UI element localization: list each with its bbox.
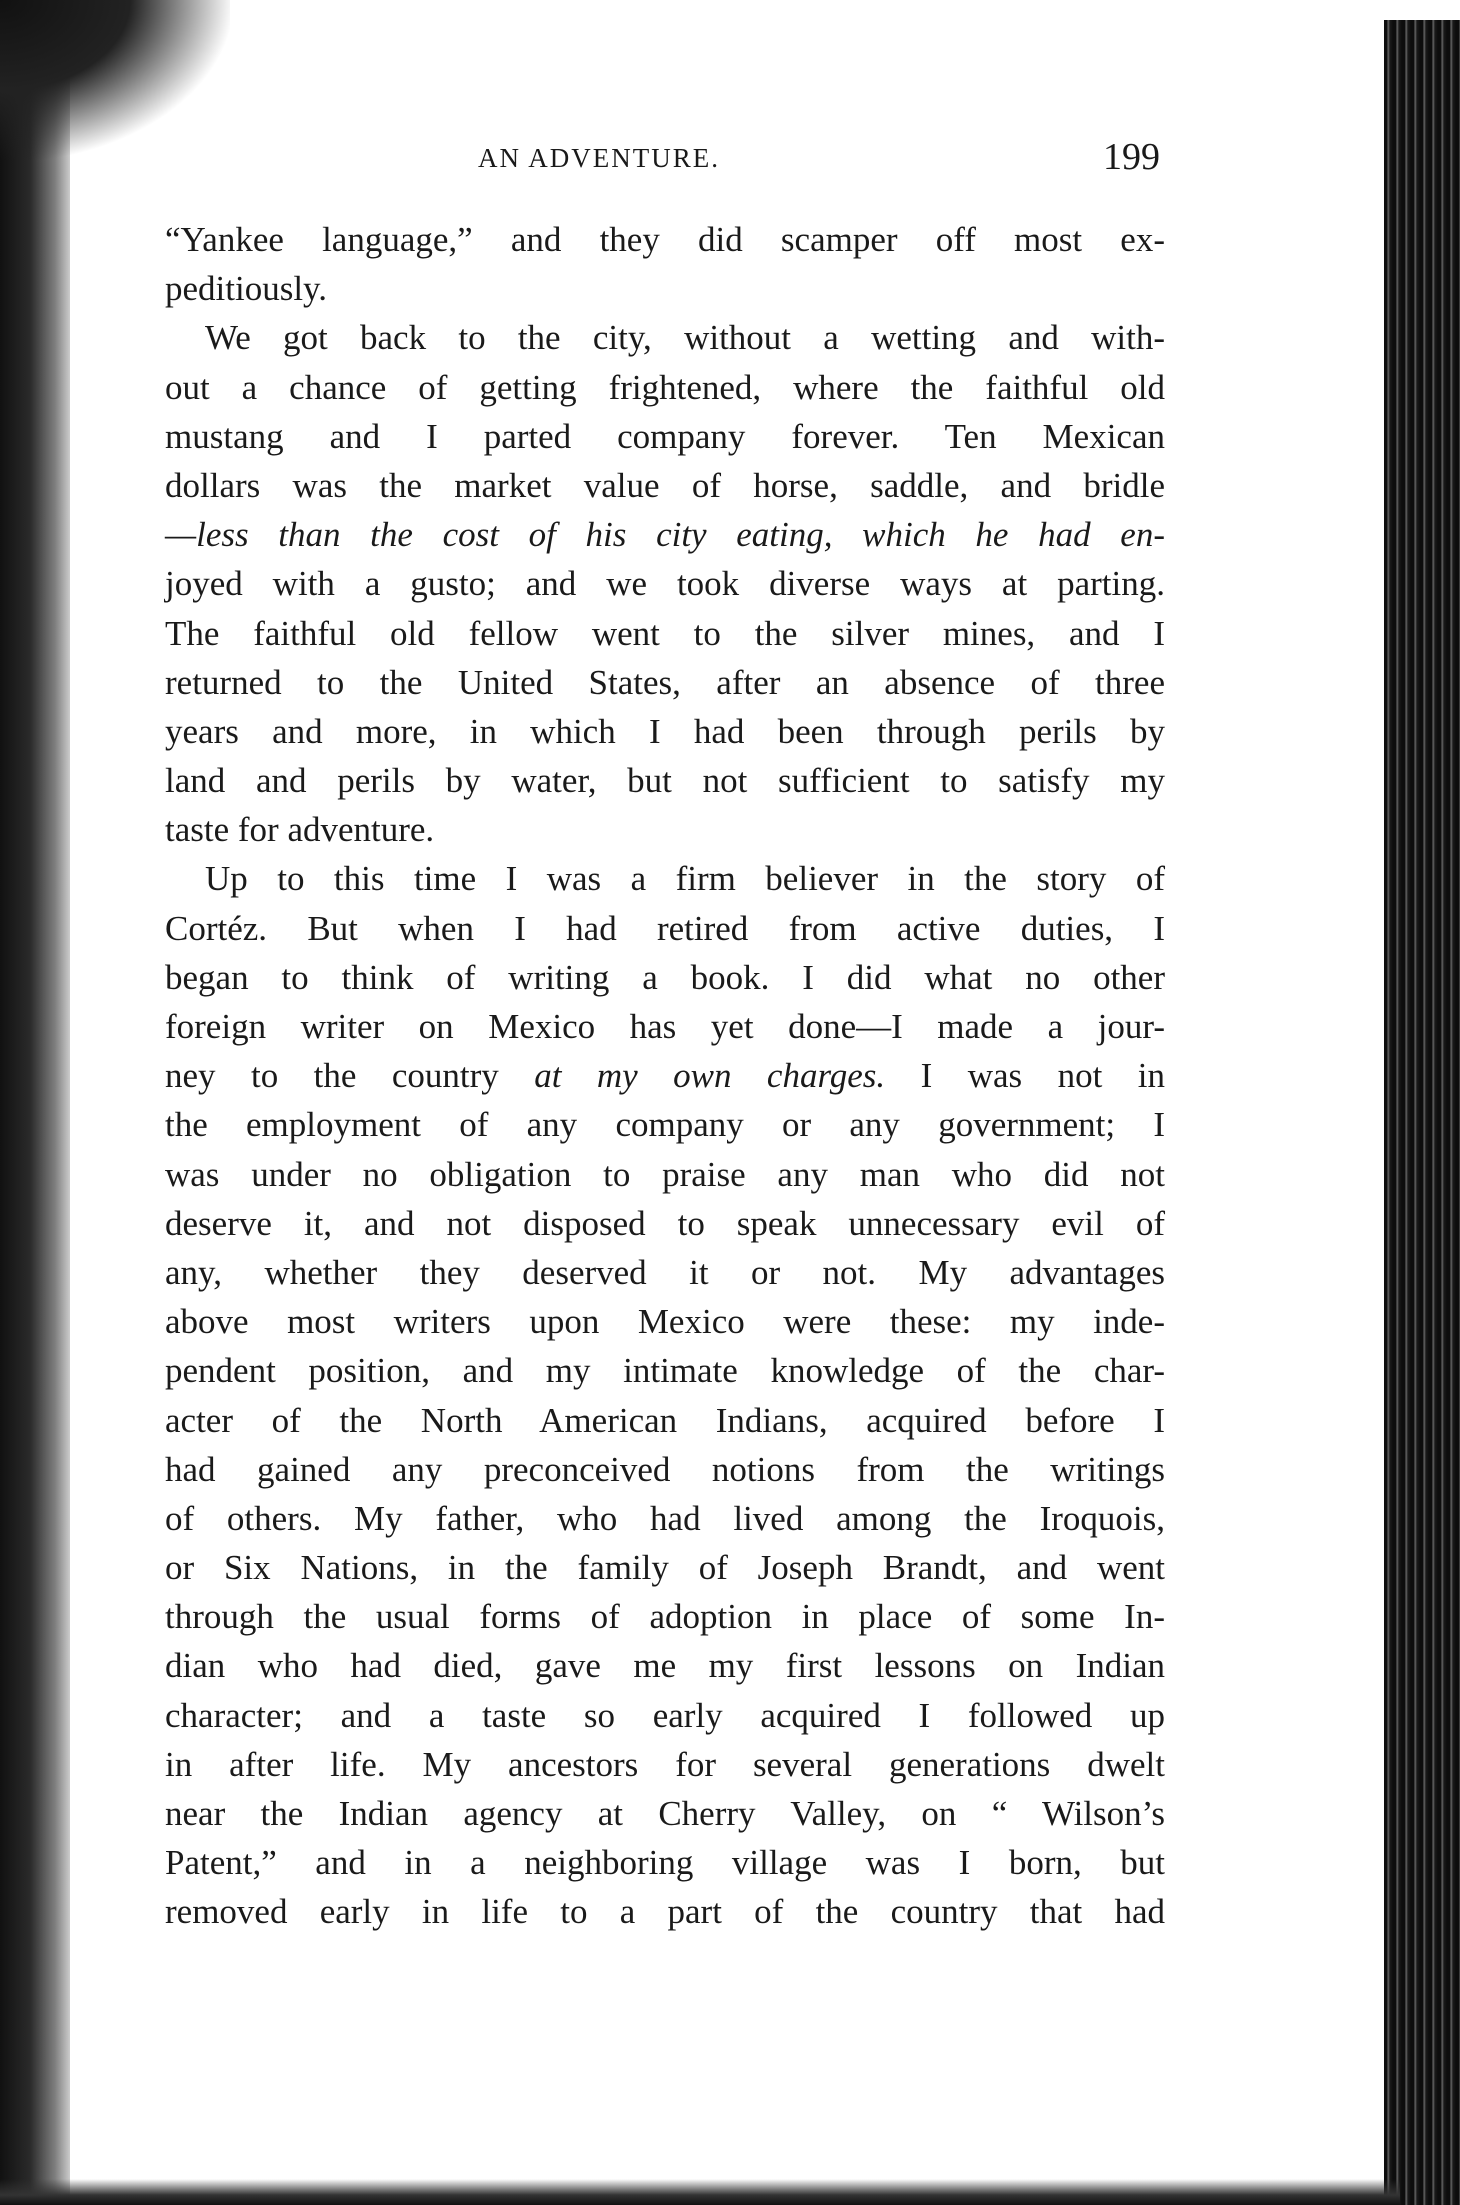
text-line: pendent position, and my intimate knowledge of the char-	[165, 1351, 1165, 1391]
page-number: 199	[1103, 136, 1160, 178]
text-line: any, whether they deserved it or not. My advantages	[165, 1252, 1165, 1292]
body-text	[165, 215, 1165, 1937]
text-line: Cortéz. But when I had retired from active duties, I	[165, 908, 1165, 948]
text-line: out a chance of getting frightened, where the faithful old	[165, 367, 1165, 407]
text-line: foreign writer on Mexico has yet done—I made a jour-	[165, 1007, 1165, 1046]
text-line: acter of the North American Indians, acquired before I	[165, 1400, 1165, 1440]
text-line: began to think of writing a book. I did what no other	[165, 957, 1165, 997]
text-line: —less than the cost of his city eating, which he had en-	[165, 515, 1165, 555]
text-line: had gained any preconceived notions from the writings	[165, 1449, 1165, 1489]
text-segment: ney to the country	[165, 1056, 535, 1096]
text-line: returned to the United States, after an absence of three	[165, 662, 1165, 702]
text-line: above most writers upon Mexico were these: my inde-	[165, 1302, 1165, 1342]
text-line: deserve it, and not disposed to speak unnecessary evil of	[165, 1203, 1165, 1243]
text-line: was under no obligation to praise any man who did not	[165, 1154, 1165, 1194]
text-line: The faithful old fellow went to the silver mines, and I	[165, 613, 1165, 653]
text-line: character; and a taste so early acquired I followed up	[165, 1695, 1165, 1735]
book-spine-edge	[1384, 20, 1460, 2205]
page-shadow-bottom	[0, 2179, 1400, 2205]
text-line: dollars was the market value of horse, saddle, and bridle	[165, 465, 1165, 505]
text-line: dian who had died, gave me my first lessons on Indian	[165, 1646, 1165, 1686]
text-line: removed early in life to a part of the country that had	[165, 1892, 1165, 1932]
text-line: Up to this time I was a firm believer in the story of	[205, 859, 1165, 899]
running-head: AN ADVENTURE.	[478, 143, 720, 173]
text-line: “Yankee language,” and they did scamper off most ex-	[165, 220, 1165, 259]
text-line: the employment of any company or any government; I	[165, 1105, 1165, 1145]
text-line: Patent,” and in a neighboring village was I born, but	[165, 1843, 1165, 1883]
text-segment: I was not in	[885, 1056, 1165, 1096]
italic-phrase: at my own charges.	[534, 1056, 886, 1096]
page-shadow-left	[0, 0, 70, 2205]
text-line: land and perils by water, but not sufficient to satisfy my	[165, 761, 1165, 801]
text-line: joyed with a gusto; and we took diverse ways at parting.	[165, 564, 1165, 604]
text-line: through the usual forms of adoption in place of some In-	[165, 1597, 1165, 1637]
text-line: near the Indian agency at Cherry Valley, on “ Wilson’s	[165, 1794, 1165, 1833]
text-line: years and more, in which I had been through perils by	[165, 711, 1165, 751]
text-line: peditiously.	[165, 269, 328, 309]
text-line: of others. My father, who had lived among the Iroquois,	[165, 1498, 1165, 1538]
text-line: taste for adventure.	[165, 810, 435, 850]
text-line: mustang and I parted company forever. Ten Mexican	[165, 416, 1165, 456]
text-line: We got back to the city, without a wetting and with-	[205, 318, 1165, 358]
text-line: or Six Nations, in the family of Joseph Brandt, and went	[165, 1548, 1165, 1588]
page-header	[168, 135, 1160, 185]
text-line	[165, 1051, 1165, 1100]
text-line: in after life. My ancestors for several generations dwelt	[165, 1744, 1165, 1784]
